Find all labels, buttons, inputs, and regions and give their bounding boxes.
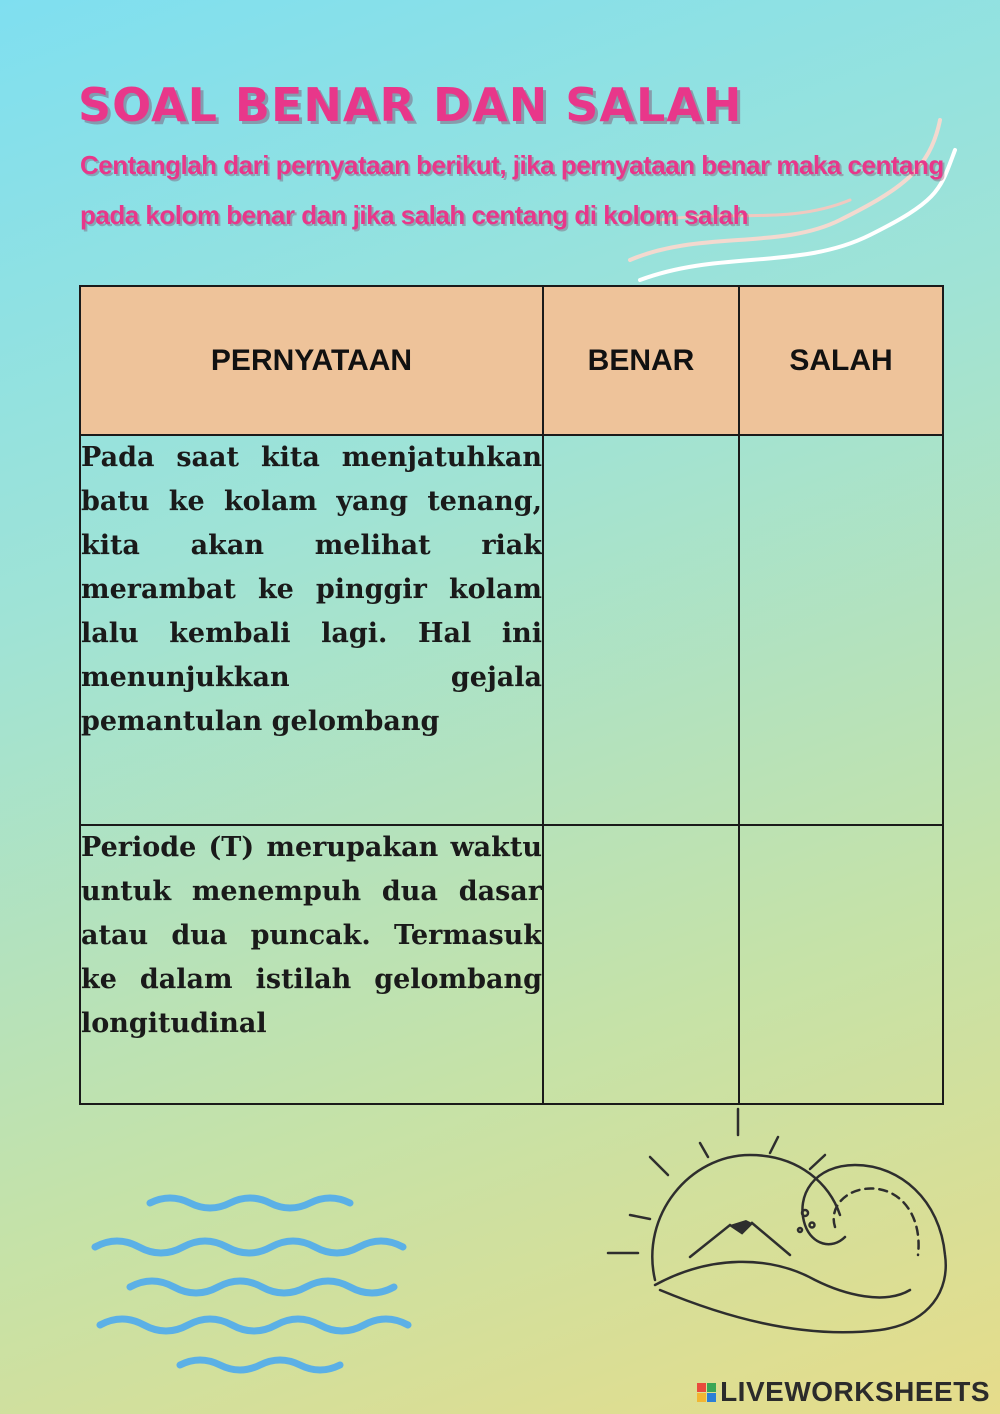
sun-wave-sketch-decoration: [600, 1105, 960, 1355]
liveworksheets-logo: [697, 1376, 990, 1408]
worksheet-title: SOAL BENAR DAN SALAH: [78, 78, 743, 132]
header-salah: SALAH: [739, 286, 943, 435]
water-waves-decoration: [90, 1185, 490, 1385]
salah-checkbox-cell[interactable]: [739, 435, 943, 825]
salah-checkbox-cell[interactable]: [739, 825, 943, 1104]
true-false-table: [79, 285, 944, 1105]
instruction-text: Centanglah dari pernyataan berikut, jika pernyataan benar maka centang pada kolom benar dan jika salah centang di kolom salah: [80, 150, 944, 230]
table-header-row: [80, 286, 943, 435]
statement-cell: Periode (T) merupakan waktu untuk menempuh dua dasar atau dua puncak. Termasuk ke dalam istilah gelombang longitudinal: [80, 825, 543, 1104]
statement-cell: Pada saat kita menjatuhkan batu ke kolam yang tenang, kita akan melihat riak merambat ke pinggir kolam lalu kembali lagi. Hal ini menunjukkan gejala pemantulan gelombang: [80, 435, 543, 825]
benar-checkbox-cell[interactable]: [543, 435, 739, 825]
liveworksheets-brand-text: LIVEWORKSHEETS: [720, 1376, 990, 1407]
table-row: [80, 435, 943, 825]
header-pernyataan: PERNYATAAN: [80, 286, 543, 435]
benar-checkbox-cell[interactable]: [543, 825, 739, 1104]
table-row: [80, 825, 943, 1104]
header-benar: BENAR: [543, 286, 739, 435]
liveworksheets-logo-icon: [697, 1383, 716, 1402]
